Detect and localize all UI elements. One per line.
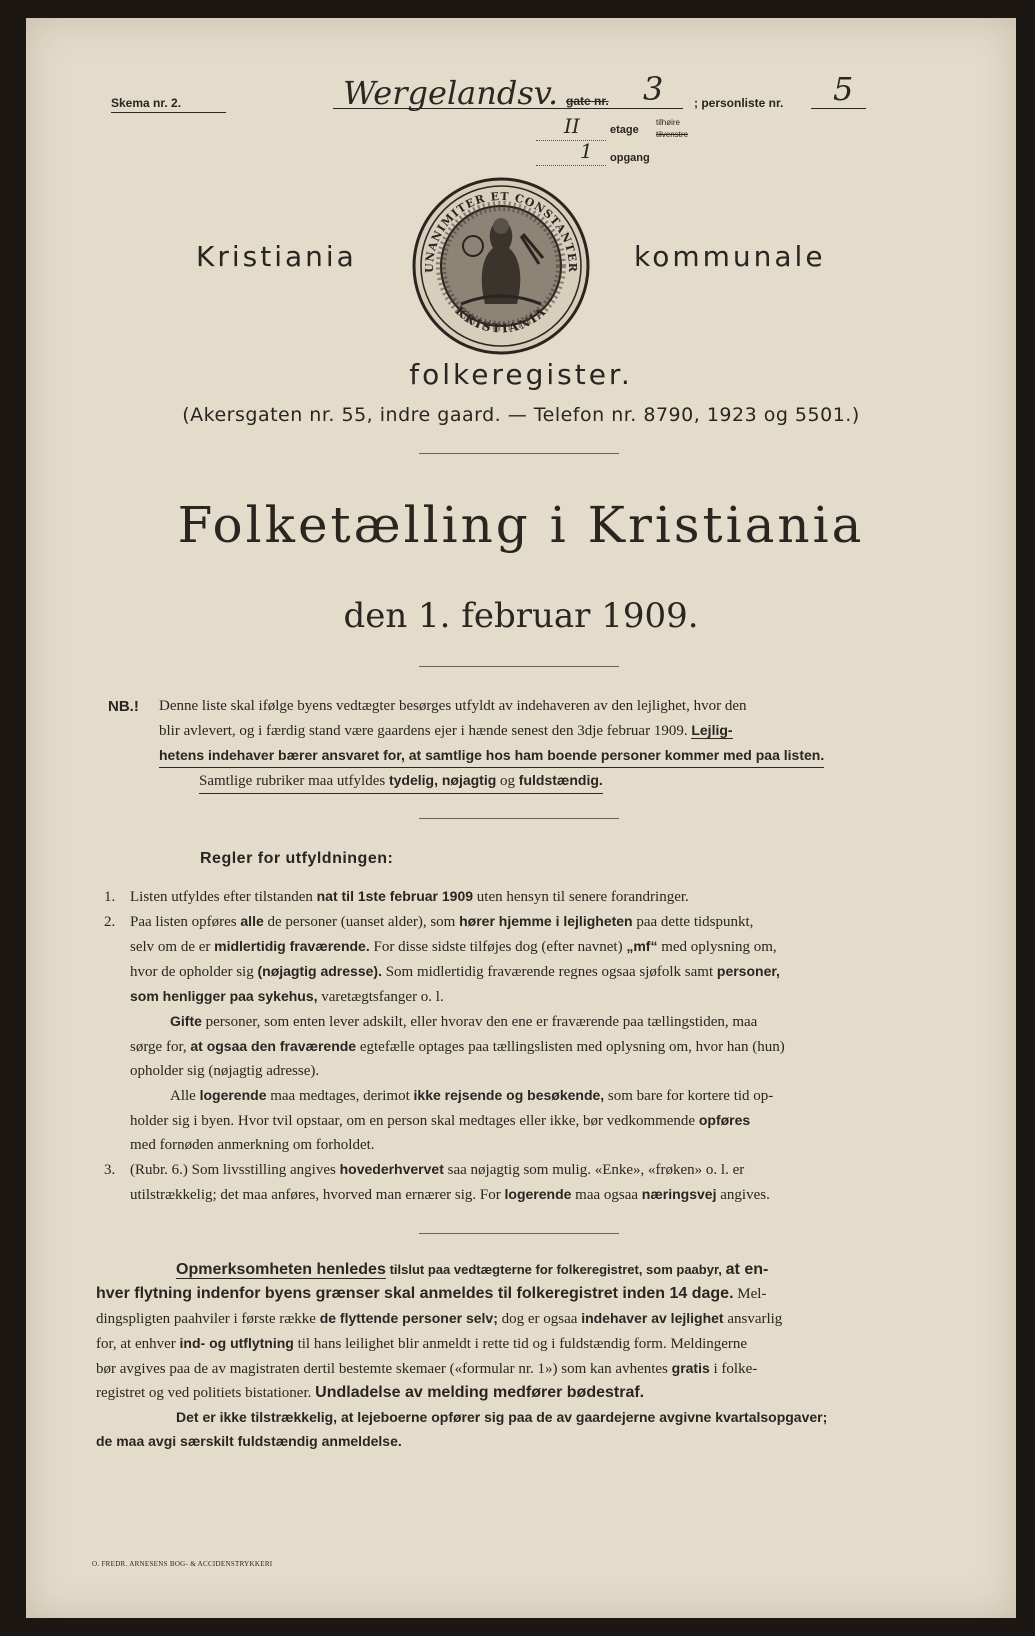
rule-text: egtefælle optages paa tællingslisten med oplysning om, hvor han (hun) (359, 1039, 785, 1055)
rule-text: maa ogsaa (575, 1187, 639, 1203)
nb-bold-span: tydelig, nøjagtig (388, 772, 497, 788)
notice-text: til hans leilighet blir anmeldt i rette tid og i fuldstændig form. Meldingerne (297, 1336, 748, 1352)
rule-line: opholder sig (nøjagtig adresse). (130, 1063, 320, 1079)
nb-text (159, 694, 919, 794)
rule-bold: hovederhvervet (339, 1161, 444, 1177)
divider (419, 818, 619, 819)
rule-line: med fornøden anmerkning om forholdet. (130, 1137, 375, 1153)
rule-text: de personer (uanset alder), som (267, 914, 456, 930)
nb-bold-span: fuldstændig. (518, 772, 603, 788)
seal-text (411, 176, 591, 356)
rule-text: hvor de opholder sig (130, 964, 254, 980)
rule-text: sørge for, (130, 1039, 187, 1055)
gate-nr-label: gate nr. (566, 94, 609, 108)
notice-line (96, 1282, 919, 1306)
printer-imprint: O. FREDR. ARNESENS BOG- & ACCIDENSTRYKKERI (92, 1560, 273, 1568)
seal-top-text: UNANIMITER ET CONSTANTER (422, 189, 580, 273)
divider (419, 666, 619, 667)
notice-line (96, 1331, 919, 1356)
rule-text: som bare for kortere tid op- (607, 1088, 774, 1104)
rule-text: saa nøjagtig som mulig. «Enke», «frøken» o. l. er (447, 1162, 745, 1178)
rule-text: utilstrækkelig; det maa anføres, hvorved man ernærer sig. For (130, 1187, 501, 1203)
divider (419, 1233, 619, 1234)
gate-nr-value: 3 (643, 70, 664, 108)
notice-text: dog er ogsaa (501, 1311, 578, 1327)
rule-text: Som midlertidig fraværende regnes ogsaa sjøfolk samt (385, 964, 714, 980)
main-title: Folketælling i Kristiania (177, 496, 865, 554)
notice-text: registret og ved politiets bistationer. (96, 1385, 312, 1401)
nb-line: Denne liste skal ifølge byens vedtægter besørges utfyldt av indehaveren av den lejlighet, hvor den (159, 698, 747, 714)
etage-field (536, 114, 606, 141)
rule-text: paa dette tidspunkt, (636, 914, 754, 930)
rule-text: (Rubr. 6.) Som livsstilling angives (130, 1162, 336, 1178)
rule-line (104, 1034, 919, 1059)
nb-line (159, 718, 919, 743)
notice-line (96, 1356, 919, 1381)
opgang-field (536, 139, 606, 166)
rule-2 (104, 909, 919, 934)
rule-line (104, 934, 919, 959)
rule-text: personer, som enten lever adskilt, eller hvorav den ene er fraværende paa tællingstiden, maa (205, 1014, 758, 1030)
rules-list (104, 884, 919, 1207)
rule-text: For disse sidste tilføjes dog (efter navnet) (373, 939, 623, 955)
notice-heading: Opmerksomheten henledes (176, 1261, 386, 1278)
nb-line (159, 768, 919, 794)
rule-text: holder sig i byen. Hvor tvil opstaar, om en person skal medtages eller ikke, bør vedkommende (130, 1113, 696, 1129)
rule-bold: „mf“ (626, 938, 658, 954)
side-top: tilhøire (656, 118, 681, 127)
rules-heading: Regler for utfyldningen: (200, 850, 394, 867)
notice-bold: indehaver av lejlighet (581, 1310, 724, 1326)
notice-text: for, at enhver (96, 1336, 176, 1352)
etage-value: II (564, 114, 580, 138)
notice-text: dingspligten paahviler i første række (96, 1311, 316, 1327)
rule-bold: personer, (716, 963, 780, 979)
rule-line (104, 1182, 919, 1207)
rule-bold: (nøjagtig adresse). (257, 963, 382, 979)
notice-text: i folke- (713, 1361, 758, 1377)
street-handwritten: Wergelandsv. (343, 74, 559, 112)
nb-bold-span: Lejlig- (691, 722, 733, 738)
rule-bold: som henligger paa sykehus, (130, 988, 318, 1004)
office-right: kommunale (634, 240, 826, 273)
office-name: folkeregister. (409, 358, 633, 391)
notice-line (96, 1306, 919, 1331)
rule-text: selv om de er (130, 939, 211, 955)
rule-bold: logerende (504, 1186, 572, 1202)
rule-number: 1. (104, 889, 116, 905)
personliste-field (811, 70, 866, 109)
rule-line (104, 1009, 919, 1034)
notice-text: bør avgives paa de av magistraten dertil bestemte skemaer («formular nr. 1») som kan avhentes (96, 1361, 668, 1377)
rule-text: Listen utfyldes efter tilstanden (130, 889, 313, 905)
rule-bold: ikke rejsende og besøkende, (413, 1087, 605, 1103)
svg-text:UNANIMITER ET CONSTANTER (423, 190, 579, 273)
personliste-label: ; personliste nr. (694, 96, 784, 110)
rule-text: varetægtsfanger o. l. (321, 989, 444, 1005)
rule-line (104, 1083, 919, 1108)
rule-text: Paa listen opføres (130, 914, 237, 930)
nb-underlined (199, 768, 603, 794)
rule-bold: midlertidig fraværende. (214, 938, 370, 954)
rule-bold: opføres (698, 1112, 751, 1128)
notice-block (96, 1258, 919, 1453)
notice-line (96, 1381, 919, 1405)
nb-label: NB.! (108, 698, 139, 715)
rule-bold: alle (240, 913, 264, 929)
notice-bold: tilslut paa vedtægterne for folkeregistret, som paabyr, (389, 1262, 722, 1277)
rule-text: Alle (170, 1088, 196, 1104)
rule-bold: næringsvej (641, 1186, 717, 1202)
notice-line: de maa avgi særskilt fuldstændig anmeldelse. (96, 1433, 402, 1449)
office-left: Kristiania (196, 240, 357, 273)
nb-text-span: blir avlevert, og i færdig stand være gaardens ejer i hænde senest den 3dje februar 1909. (159, 723, 688, 739)
census-date: den 1. februar 1909. (343, 596, 699, 636)
nb-text-span: og (500, 773, 516, 789)
office-address: (Akersgaten nr. 55, indre gaard. — Telefon nr. 8790, 1923 og 5501.) (182, 404, 860, 426)
rule-bold: Gifte (170, 1013, 202, 1029)
svg-text:KRISTIANIA (452, 304, 549, 336)
rule-bold: hører hjemme i lejligheten (459, 913, 633, 929)
divider (419, 453, 619, 454)
seal-bottom-text: KRISTIANIA (452, 303, 550, 336)
rule-line (104, 1108, 919, 1133)
etage-label: etage (610, 124, 639, 136)
rule-bold: nat til 1ste februar 1909 (316, 888, 474, 904)
notice-bold: gratis (671, 1360, 710, 1376)
rule-1 (104, 884, 919, 909)
opgang-value: 1 (580, 139, 593, 163)
rule-3 (104, 1157, 919, 1182)
rule-line (104, 959, 919, 984)
notice-bold: de flyttende personer selv; (319, 1310, 498, 1326)
notice-bold: Undladelse av melding medfører bødestraf. (315, 1384, 645, 1401)
notice-text: Mel- (737, 1286, 767, 1302)
opgang-label: opgang (610, 152, 650, 164)
notice-bold: ind- og utflytning (179, 1335, 294, 1351)
rule-bold: at ogsaa den fraværende (190, 1038, 357, 1054)
rule-line (104, 984, 919, 1009)
notice-text: ansvarlig (727, 1311, 783, 1327)
notice-line (96, 1258, 919, 1282)
nb-text-span: Samtlige rubriker maa utfyldes (199, 773, 386, 789)
skema-number: Skema nr. 2. (111, 96, 226, 113)
notice-bold: at en- (725, 1261, 769, 1278)
street-field (333, 70, 683, 112)
document-page (26, 18, 1016, 1618)
rule-number: 2. (104, 914, 116, 930)
notice-line: Det er ikke tilstrækkelig, at lejeboerne opfører sig paa de av gaardejerne avgivne kvartalsopgaver; (176, 1409, 828, 1425)
rule-text: med oplysning om, (661, 939, 777, 955)
rule-text: uten hensyn til senere forandringer. (476, 889, 689, 905)
personliste-value: 5 (833, 70, 854, 108)
side-bottom: tilvenstre (656, 130, 689, 139)
rule-number: 3. (104, 1162, 116, 1178)
rule-text: angives. (720, 1187, 770, 1203)
rule-bold: logerende (199, 1087, 267, 1103)
nb-bold-line: hetens indehaver bærer ansvaret for, at samtlige hos ham boende personer kommer med paa listen. (159, 743, 824, 768)
rule-text: maa medtages, derimot (270, 1088, 410, 1104)
notice-bold: hver flytning indenfor byens grænser skal anmeldes til folkeregistret inden 14 dage. (96, 1285, 734, 1302)
